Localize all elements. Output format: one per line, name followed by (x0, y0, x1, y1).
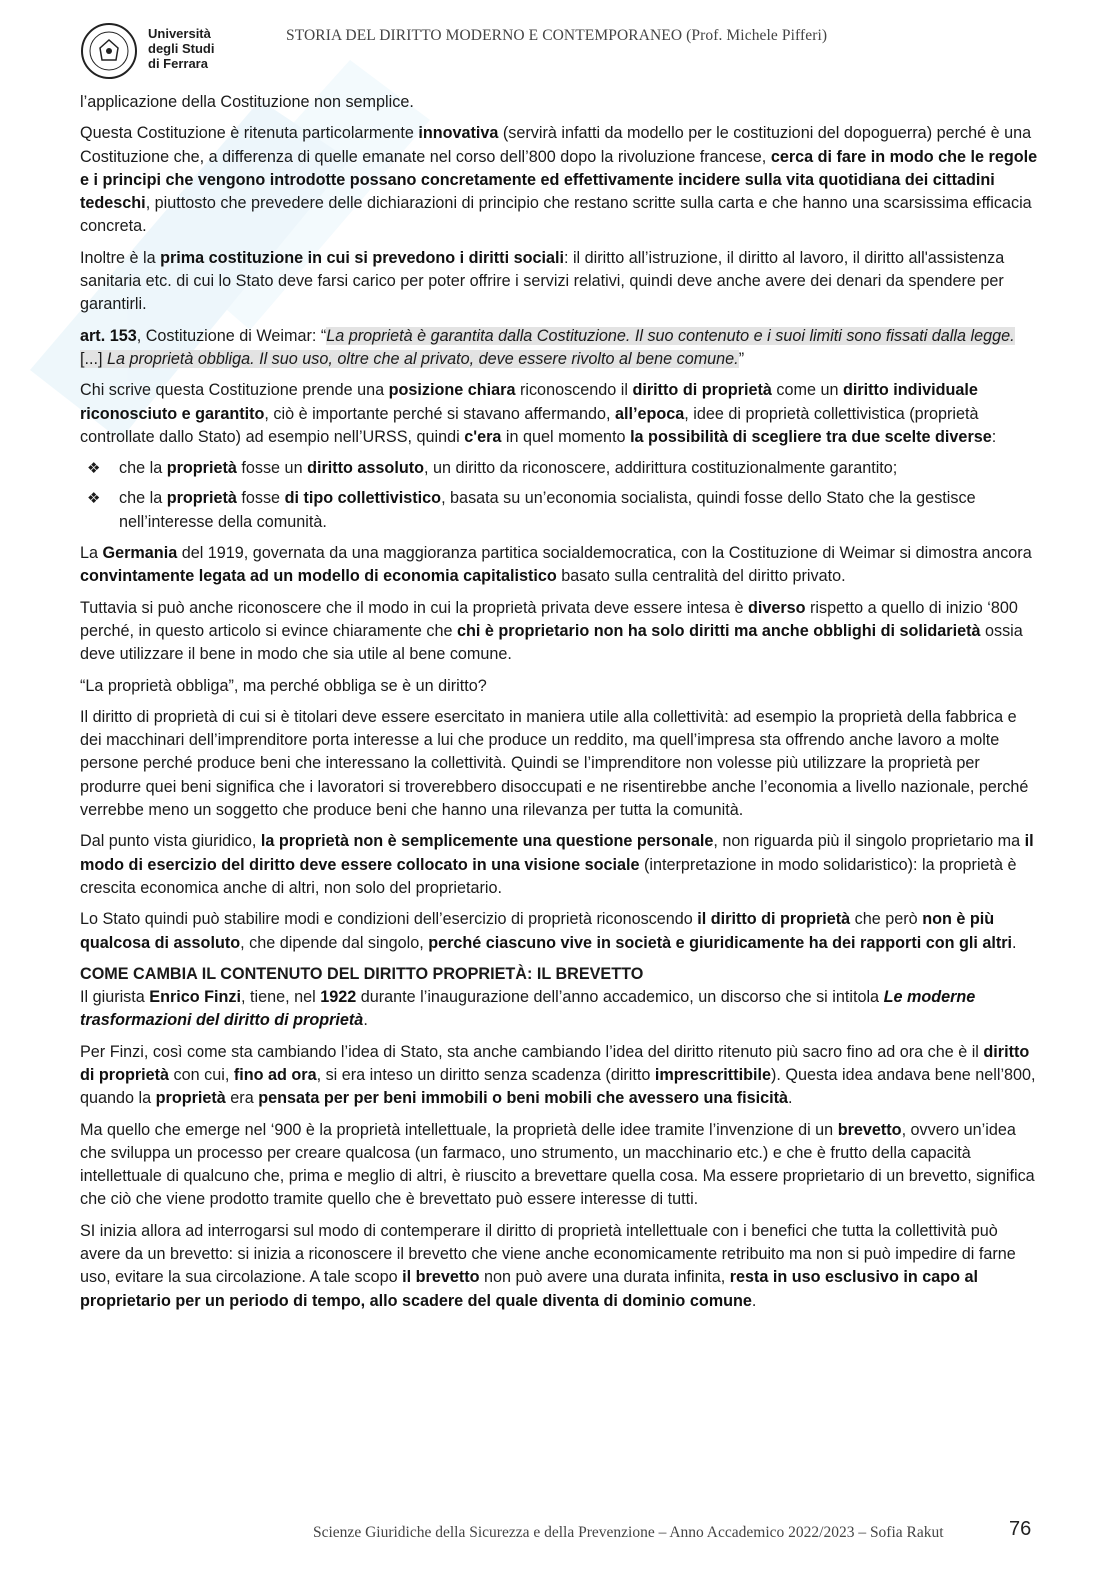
diamond-bullet-icon: ❖ (87, 490, 101, 508)
university-seal-icon (80, 22, 138, 80)
course-title: STORIA DEL DIRITTO MODERNO E CONTEMPORANEO (Prof. Michele Pifferi) (286, 27, 828, 44)
university-name: Università degli Studi di Ferrara (148, 26, 215, 71)
paragraph: Questa Costituzione è ritenuta particolarmente innovativa (servirà infatti da modello per le costituzioni del dopoguerra) perché è una Costituzione che, a differenza di quelle emanate nel corso dell’800 dopo la rivoluzione francese, cerca di fare in modo che le regole e i principi che vengono introdotte possano concretamente ed effettivamente incidere sulla vita quotidiana dei cittadini tedeschi, piuttosto che prevedere delle dichiarazioni di principio che restano scritte sulla carta e che hanno una scarsissima efficacia concreta. (80, 124, 1038, 236)
paragraph: Tuttavia si può anche riconoscere che il modo in cui la proprietà privata deve essere intesa è diverso rispetto a quello di inizio ‘800 perché, in questo articolo si evince chiaramente che chi è proprietario non ha solo diritti ma anche obblighi di solidarietà ossia deve utilizzare il bene in modo che sia utile al bene comune. (80, 598, 1023, 664)
list-item: ❖ che la proprietà fosse un diritto assoluto, un diritto da riconoscere, addirittura costituzionalmente garantito; (80, 457, 1040, 480)
paragraph: Il diritto di proprietà di cui si è titolari deve essere esercitato in maniera utile alla collettività: ad esempio la proprietà della fabbrica e dei macchinari dell’imprenditore porta interesse a lui che produce un reddito, ma quell’impresa sta offrendo anche lavoro a molte persone perché produce beni che interessano la collettività. Quindi se l’imprenditore non volesse più utilizzare la proprietà per produrre quei beni significa che i lavoratori si troverebbero disoccupati e ne risentirebbe anche l’economia a livello nazionale, perché verrebbe meno un soggetto che produce beni che hanno una rilevanza per tutta la comunità. (80, 707, 1029, 820)
section-heading: COME CAMBIA IL CONTENUTO DEL DIRITTO PROPRIETÀ: IL BREVETTO (80, 964, 644, 983)
paragraph: l’applicazione della Costituzione non semplice. (80, 93, 414, 111)
paragraph: Chi scrive questa Costituzione prende una posizione chiara riconoscendo il diritto di proprietà come un diritto individuale riconosciuto e garantito, ciò è importante perché si stavano affermando, all’epoca, idee di proprietà collettivistica (proprietà controllate dallo Stato) ad esempio nell’URSS, quindi c'era in quel momento la possibilità di scegliere tra due scelte diverse: (80, 381, 997, 446)
diamond-bullet-icon: ❖ (87, 460, 101, 478)
paragraph: Inoltre è la prima costituzione in cui si prevedono i diritti sociali: il diritto all’istruzione, il diritto al lavoro, il diritto all'assistenza sanitaria etc. di cui lo Stato deve farsi carico per poter offrire i servizi relativi, quindi deve anche avere dei denari da spendere per garantirli. (80, 248, 1005, 314)
article-quote: art. 153, Costituzione di Weimar: “La proprietà è garantita dalla Costituzione. Il suo contenuto e i suoi limiti sono fissati dalla legge. [...] La proprietà obbliga. Il suo uso, oltre che al privato, deve essere rivolto al bene comune.” (80, 326, 1015, 368)
page-number: 76 (1009, 1518, 1032, 1540)
paragraph: Ma quello che emerge nel ‘900 è la proprietà intellettuale, la proprietà delle idee tramite l’invenzione di un brevetto, ovvero un’idea che sviluppa un processo per creare qualcosa (un farmaco, uno strumento, un macchinario etc.) e che è frutto della capacità intellettuale di qualcuno che, prima e meglio di altri, è riuscito a brevettare quella cosa. Ma essere proprietario di un brevetto, significa che ciò che viene prodotto tramite quello che è brevettato può essere interesse di tutti. (80, 1120, 1035, 1209)
paragraph: SI inizia allora ad interrogarsi sul modo di contemperare il diritto di proprietà intellettuale con i benefici che tutta la collettività può avere da un brevetto: si inizia a riconoscere il brevetto che viene anche economicamente retribuito ma non si può impedire di farne uso, evitare la sua circolazione. A tale scopo il brevetto non può avere una durata infinita, resta in uso esclusivo in capo al proprietario per un periodo di tempo, allo scadere del quale diventa di dominio comune. (80, 1221, 1016, 1310)
page-footer: Scienze Giuridiche della Sicurezza e della Prevenzione – Anno Accademico 2022/2023 – Sofia Rakut (313, 1524, 944, 1541)
paragraph: Per Finzi, così come sta cambiando l’idea di Stato, sta anche cambiando l’idea del diritto ritenuto più sacro fino ad ora che è il diritto di proprietà con cui, fino ad ora, si era inteso un diritto senza scadenza (diritto imprescrittibile). Questa idea andava bene nell’800, quando la proprietà era pensata per per beni immobili o beni mobili che avessero una fisicità. (80, 1042, 1036, 1108)
paragraph: “La proprietà obbliga”, ma perché obbliga se è un diritto? (80, 676, 487, 695)
page-header (80, 18, 1040, 80)
list-item: ❖ che la proprietà fosse di tipo collettivistico, basata su un’economia socialista, quindi fosse dello Stato che la gestisce nell’interesse della comunità. (87, 489, 976, 531)
paragraph: La Germania del 1919, governata da una maggioranza partitica socialdemocratica, con la Costituzione di Weimar si dimostra ancora convintamente legata ad un modello di economia capitalistico basato sulla centralità del diritto privato. (80, 544, 1032, 586)
document-body (80, 91, 1040, 1321)
paragraph: Il giurista Enrico Finzi, tiene, nel 1922 durante l’inaugurazione dell’anno accademico, un discorso che si intitola Le moderne trasformazioni del diritto di proprietà. (80, 988, 976, 1030)
bullet-list (80, 457, 1040, 534)
paragraph: Dal punto vista giuridico, la proprietà non è semplicemente una questione personale, non riguarda più il singolo proprietario ma il modo di esercizio del diritto deve essere collocato in una visione sociale (interpretazione in modo solidaristico): la proprietà è crescita economica anche di altri, non solo del proprietario. (80, 832, 1034, 897)
paragraph: Lo Stato quindi può stabilire modi e condizioni dell’esercizio di proprietà riconoscendo il diritto di proprietà che però non è più qualcosa di assoluto, che dipende dal singolo, perché ciascuno vive in società e giuridicamente ha dei rapporti con gli altri. (80, 910, 1017, 952)
